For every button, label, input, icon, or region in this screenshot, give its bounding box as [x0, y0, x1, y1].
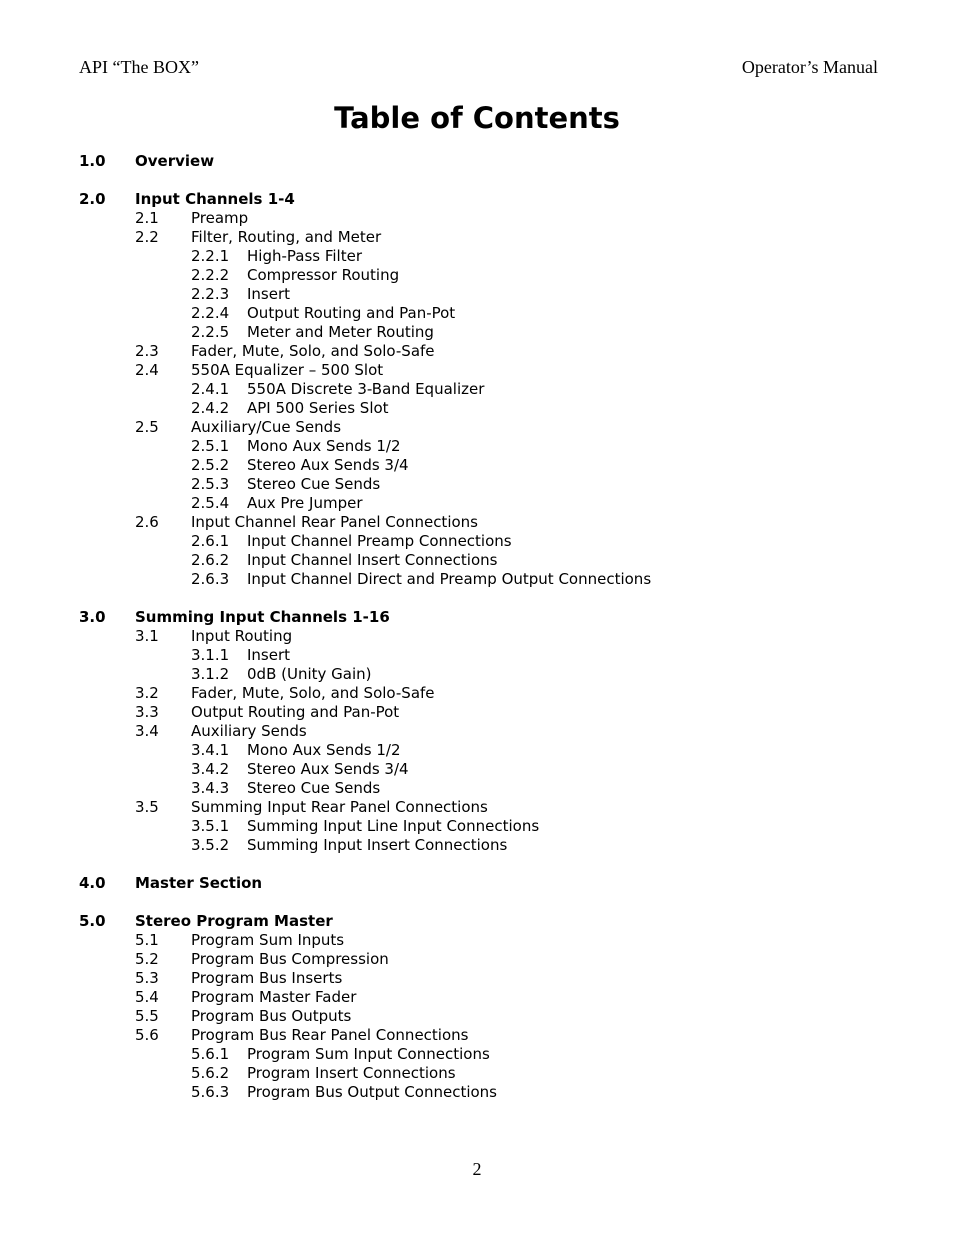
page-title: Table of Contents	[334, 101, 620, 135]
toc-entry-label: Insert	[247, 646, 291, 664]
toc-entry[interactable]	[79, 684, 879, 703]
toc-entry-number: 2.2.3	[191, 285, 230, 303]
toc-entry-number: 3.0	[79, 608, 106, 626]
toc-entry-number: 2.2.4	[191, 304, 230, 322]
toc-entry[interactable]	[79, 361, 879, 380]
toc-entry[interactable]	[79, 950, 879, 969]
toc-entry-number: 4.0	[79, 874, 106, 892]
toc-entry-label: Program Insert Connections	[247, 1064, 456, 1082]
toc-entry-number: 2.6	[135, 513, 159, 531]
toc-entry-label: Stereo Program Master	[135, 912, 333, 930]
toc-entry-label: Input Channels 1-4	[135, 190, 295, 208]
toc-entry[interactable]	[79, 608, 879, 627]
toc-entry[interactable]	[79, 836, 879, 855]
toc-entry-label: Stereo Cue Sends	[247, 779, 381, 797]
toc-entry-number: 5.4	[135, 988, 159, 1006]
toc-entry-label: Summing Input Insert Connections	[247, 836, 508, 854]
toc-entry[interactable]	[79, 1026, 879, 1045]
toc-entry-number: 2.5.2	[191, 456, 230, 474]
toc-entry-number: 2.5.1	[191, 437, 230, 455]
toc-section	[79, 874, 879, 893]
toc-entry-number: 5.3	[135, 969, 159, 987]
toc-entry-number: 3.1.1	[191, 646, 230, 664]
toc-entry[interactable]	[79, 874, 879, 893]
toc-entry-label: Input Channel Rear Panel Connections	[191, 513, 478, 531]
toc-entry[interactable]	[79, 209, 879, 228]
toc-entry[interactable]	[79, 475, 879, 494]
toc-entry-number: 5.6	[135, 1026, 159, 1044]
toc-entry[interactable]	[79, 513, 879, 532]
toc-entry-number: 2.2	[135, 228, 159, 246]
toc-entry-label: Program Bus Compression	[191, 950, 389, 968]
toc-entry-number: 2.5.3	[191, 475, 230, 493]
toc-entry-label: Input Channel Insert Connections	[247, 551, 498, 569]
toc-entry[interactable]	[79, 399, 879, 418]
toc-entry-number: 2.2.1	[191, 247, 230, 265]
toc-entry-label: 550A Equalizer – 500 Slot	[191, 361, 384, 379]
toc-entry-number: 5.6.2	[191, 1064, 230, 1082]
toc-entry-label: Input Routing	[191, 627, 293, 645]
toc-entry-number: 3.4.3	[191, 779, 230, 797]
toc-entry-label: Preamp	[191, 209, 249, 227]
toc-entry[interactable]	[79, 418, 879, 437]
toc-entry[interactable]	[79, 551, 879, 570]
toc-entry-number: 5.2	[135, 950, 159, 968]
toc-entry-label: Output Routing and Pan-Pot	[247, 304, 456, 322]
toc-entry[interactable]	[79, 494, 879, 513]
toc-entry[interactable]	[79, 722, 879, 741]
toc-entry-label: Stereo Aux Sends 3/4	[247, 456, 409, 474]
toc-entry-number: 2.4.1	[191, 380, 230, 398]
header-document-title: API “The BOX”	[79, 57, 199, 77]
toc-entry-label: Summing Input Rear Panel Connections	[191, 798, 488, 816]
toc-entry[interactable]	[79, 665, 879, 684]
toc-entry[interactable]	[79, 741, 879, 760]
toc-entry[interactable]	[79, 437, 879, 456]
toc-entry-label: Meter and Meter Routing	[247, 323, 434, 341]
toc-entry-label: Stereo Cue Sends	[247, 475, 381, 493]
toc-entry-number: 3.4.1	[191, 741, 230, 759]
toc-entry-label: API 500 Series Slot	[247, 399, 389, 417]
toc-entry[interactable]	[79, 1007, 879, 1026]
toc-entry[interactable]	[79, 817, 879, 836]
toc-entry[interactable]	[79, 703, 879, 722]
toc-entry[interactable]	[79, 1083, 879, 1102]
toc-entry-label: Program Bus Inserts	[191, 969, 343, 987]
toc-entry-number: 5.0	[79, 912, 106, 930]
toc-entry-number: 2.5.4	[191, 494, 230, 512]
toc-entry-number: 2.4	[135, 361, 159, 379]
toc-entry-number: 2.1	[135, 209, 159, 227]
toc-entry-label: Program Master Fader	[191, 988, 357, 1006]
toc-entry-number: 3.5.1	[191, 817, 230, 835]
toc-entry[interactable]	[79, 342, 879, 361]
toc-entry-label: Program Bus Outputs	[191, 1007, 352, 1025]
toc-entry-number: 3.1	[135, 627, 159, 645]
toc-entry-label: Insert	[247, 285, 291, 303]
toc-entry[interactable]	[79, 380, 879, 399]
toc-entry-label: Master Section	[135, 874, 263, 892]
toc-entry-number: 5.1	[135, 931, 159, 949]
toc-entry-label: Fader, Mute, Solo, and Solo-Safe	[191, 684, 435, 702]
toc-entry[interactable]	[79, 760, 879, 779]
toc-entry-label: Auxiliary/Cue Sends	[191, 418, 342, 436]
toc-entry-number: 3.1.2	[191, 665, 230, 683]
toc-entry-number: 1.0	[79, 152, 106, 170]
toc-entry[interactable]	[79, 456, 879, 475]
toc-section	[79, 608, 879, 855]
toc-section	[79, 152, 879, 171]
toc-entry-label: Auxiliary Sends	[191, 722, 307, 740]
toc-entry-number: 5.6.1	[191, 1045, 230, 1063]
toc-entry-label: Summing Input Line Input Connections	[247, 817, 540, 835]
toc-entry-label: Program Sum Inputs	[191, 931, 345, 949]
toc-entry-number: 3.4	[135, 722, 159, 740]
toc-entry[interactable]	[79, 247, 879, 266]
toc-entry[interactable]	[79, 304, 879, 323]
toc-entry-label: Aux Pre Jumper	[247, 494, 363, 512]
toc-entry[interactable]	[79, 266, 879, 285]
header-manual-label: Operator’s Manual	[741, 57, 878, 77]
toc-entry-number: 3.5	[135, 798, 159, 816]
toc-section	[79, 912, 879, 1102]
toc-entry-number: 2.4.2	[191, 399, 230, 417]
toc-entry[interactable]	[79, 532, 879, 551]
page-number: 2	[472, 1159, 482, 1179]
toc-entry[interactable]	[79, 190, 879, 209]
toc-entry-number: 3.3	[135, 703, 159, 721]
toc-entry-number: 3.4.2	[191, 760, 230, 778]
toc-entry[interactable]	[79, 988, 879, 1007]
toc-entry-label: Filter, Routing, and Meter	[191, 228, 382, 246]
toc-entry-label: Program Sum Input Connections	[247, 1045, 490, 1063]
toc-entry-label: Stereo Aux Sends 3/4	[247, 760, 409, 778]
toc-entry[interactable]	[79, 798, 879, 817]
toc-entry[interactable]	[79, 570, 879, 589]
toc-entry[interactable]	[79, 646, 879, 665]
toc-entry-number: 2.0	[79, 190, 106, 208]
toc-entry-label: Compressor Routing	[247, 266, 400, 284]
table-of-contents	[79, 152, 879, 1121]
toc-section	[79, 190, 879, 589]
toc-entry-label: Input Channel Preamp Connections	[247, 532, 512, 550]
toc-entry[interactable]	[79, 285, 879, 304]
toc-entry-label: Fader, Mute, Solo, and Solo-Safe	[191, 342, 435, 360]
toc-entry-label: High-Pass Filter	[247, 247, 362, 265]
toc-entry-number: 2.6.3	[191, 570, 230, 588]
toc-entry[interactable]	[79, 931, 879, 950]
toc-entry-number: 5.6.3	[191, 1083, 230, 1101]
toc-entry-label: Program Bus Output Connections	[247, 1083, 497, 1101]
toc-entry[interactable]	[79, 228, 879, 247]
toc-entry-number: 2.5	[135, 418, 159, 436]
toc-entry-number: 2.3	[135, 342, 159, 360]
toc-entry-label: Summing Input Channels 1-16	[135, 608, 390, 626]
toc-entry[interactable]	[79, 323, 879, 342]
toc-entry-label: Program Bus Rear Panel Connections	[191, 1026, 469, 1044]
toc-entry-number: 2.2.5	[191, 323, 230, 341]
toc-entry-label: Input Channel Direct and Preamp Output Connections	[247, 570, 652, 588]
toc-entry-label: 550A Discrete 3-Band Equalizer	[247, 380, 485, 398]
toc-entry-number: 2.2.2	[191, 266, 230, 284]
toc-entry[interactable]	[79, 969, 879, 988]
toc-entry[interactable]	[79, 152, 879, 171]
toc-entry-number: 5.5	[135, 1007, 159, 1025]
toc-entry-number: 2.6.2	[191, 551, 230, 569]
toc-entry-number: 2.6.1	[191, 532, 230, 550]
toc-entry-number: 3.2	[135, 684, 159, 702]
toc-entry[interactable]	[79, 627, 879, 646]
toc-entry[interactable]	[79, 1064, 879, 1083]
toc-entry[interactable]	[79, 912, 879, 931]
toc-entry-label: Mono Aux Sends 1/2	[247, 437, 401, 455]
toc-entry-label: Mono Aux Sends 1/2	[247, 741, 401, 759]
toc-entry-number: 3.5.2	[191, 836, 230, 854]
toc-entry-label: 0dB (Unity Gain)	[247, 665, 372, 683]
toc-entry-label: Overview	[135, 152, 215, 170]
toc-entry[interactable]	[79, 1045, 879, 1064]
toc-entry[interactable]	[79, 779, 879, 798]
toc-entry-label: Output Routing and Pan-Pot	[191, 703, 400, 721]
